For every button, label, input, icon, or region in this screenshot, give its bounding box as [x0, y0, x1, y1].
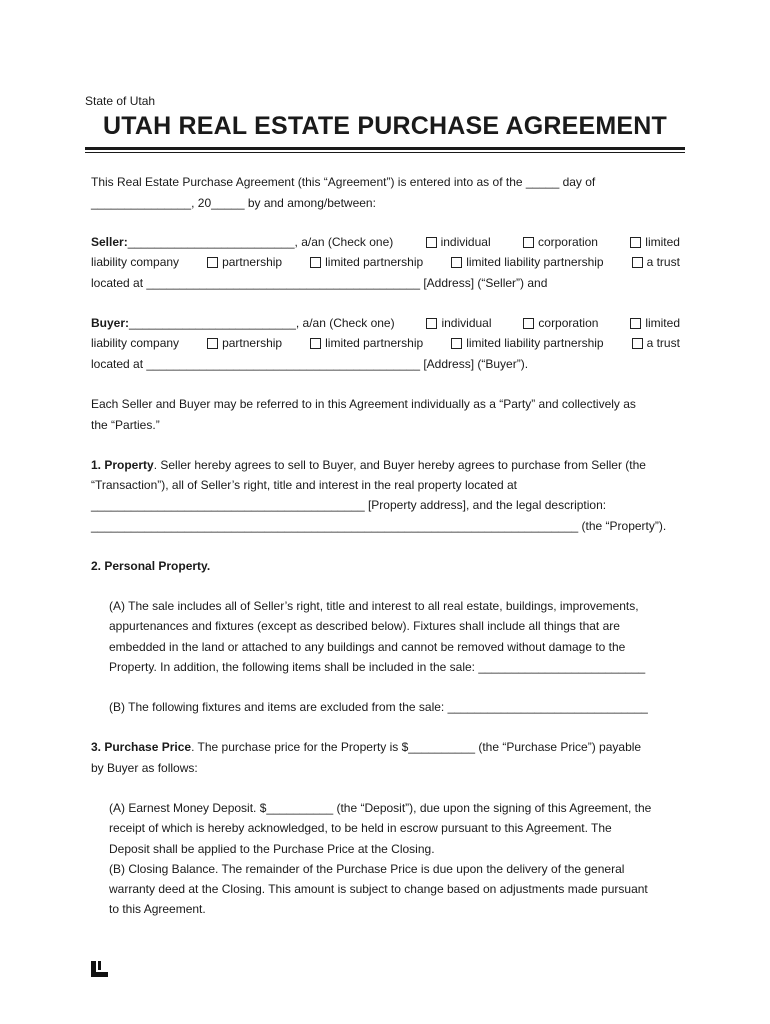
section-1-line-4: _________________________________________________________________________ (the “Property”). [91, 519, 667, 533]
section-1-line-3: _________________________________________ [Property address], and the legal description: [91, 498, 607, 512]
section-2-a-line-1: (A) The sale includes all of Seller’s right, title and interest to all real estate, buildings, improvements, [109, 599, 639, 613]
section-2-heading: 2. Personal Property. [91, 559, 211, 573]
section-3-b-line-3: to this Agreement. [109, 902, 206, 916]
section-2-heading-line [91, 559, 680, 573]
section-3-a-line-2: receipt of which is hereby acknowledged, to be held in escrow pursuant to this Agreement. The [109, 821, 612, 835]
checkbox-icon[interactable] [630, 318, 641, 329]
seller-label: Seller: [91, 235, 128, 249]
section-3-a-line-3: Deposit shall be applied to the Purchase Price at the Closing. [109, 842, 435, 856]
section-3-b-line-1: (B) Closing Balance. The remainder of the Purchase Price is due upon the delivery of the general [109, 862, 625, 876]
title-rule-thick [85, 147, 685, 150]
checkbox-icon[interactable] [310, 257, 321, 268]
seller-option-partnership: partnership [222, 255, 283, 269]
seller-option-lp: limited partnership [325, 255, 424, 269]
title-rule-thin [85, 152, 685, 153]
section-3-line-2: by Buyer as follows: [91, 761, 198, 775]
section-2-b-line-1: (B) The following fixtures and items are excluded from the sale: ______________________________ [109, 700, 648, 714]
buyer-option-partnership: partnership [222, 336, 283, 350]
parties-line-1: Each Seller and Buyer may be referred to in this Agreement individually as a “Party” and collectively as [91, 397, 636, 411]
buyer-name-blank: _________________________, a/an (Check one) [129, 316, 395, 330]
seller-line-1 [91, 235, 680, 249]
document-logo-icon [90, 960, 110, 978]
buyer-line-1 [91, 316, 680, 330]
checkbox-icon[interactable] [632, 257, 643, 268]
checkbox-icon[interactable] [523, 237, 534, 248]
buyer-address-line: located at _________________________________________ [Address] (“Buyer”). [91, 357, 529, 371]
section-2-a-line-3: embedded in the land or attached to any buildings and cannot be removed without damage to the [109, 640, 626, 654]
buyer-option-lp: limited partnership [325, 336, 424, 350]
seller-address-line: located at _________________________________________ [Address] (“Seller”) and [91, 276, 548, 290]
buyer-option-trust: a trust [646, 336, 680, 350]
buyer-option-llp: limited liability partnership [466, 336, 604, 350]
seller-name-blank: _________________________, a/an (Check one) [127, 235, 394, 249]
checkbox-icon[interactable] [630, 237, 641, 248]
seller-option-individual: individual [440, 235, 491, 249]
buyer-line-2 [91, 336, 680, 350]
section-3-line-1 [91, 740, 680, 754]
section-1-text: . Seller hereby agrees to sell to Buyer, and Buyer hereby agrees to purchase from Seller (the [153, 458, 646, 472]
document-title: UTAH REAL ESTATE PURCHASE AGREEMENT [103, 112, 667, 140]
section-3-a-line-1: (A) Earnest Money Deposit. $__________ (the “Deposit”), due upon the signing of this Agreement, the [109, 801, 652, 815]
seller-llc-continued: liability company [91, 255, 180, 269]
section-3-b-line-2: warranty deed at the Closing. This amount is subject to change based on adjustments made pursuant [109, 882, 648, 896]
seller-line-2 [91, 255, 680, 269]
intro-line-2: _______________, 20_____ by and among/between: [91, 196, 376, 210]
buyer-llc-continued: liability company [91, 336, 180, 350]
seller-option-corporation: corporation [537, 235, 598, 249]
checkbox-icon[interactable] [426, 318, 437, 329]
buyer-label: Buyer: [91, 316, 130, 330]
checkbox-icon[interactable] [632, 338, 643, 349]
checkbox-icon[interactable] [207, 338, 218, 349]
state-label: State of Utah [85, 94, 156, 108]
checkbox-icon[interactable] [451, 338, 462, 349]
checkbox-icon[interactable] [523, 318, 534, 329]
buyer-option-llc: limited [645, 316, 680, 330]
buyer-option-individual: individual [441, 316, 492, 330]
section-3-heading: 3. Purchase Price [91, 740, 192, 754]
intro-line-1: This Real Estate Purchase Agreement (this “Agreement”) is entered into as of the _____ day of [91, 175, 596, 189]
parties-line-2: the “Parties.” [91, 418, 160, 432]
section-2-a-line-4: Property. In addition, the following items shall be included in the sale: _________________________ [109, 660, 646, 674]
checkbox-icon[interactable] [426, 237, 437, 248]
checkbox-icon[interactable] [310, 338, 321, 349]
checkbox-icon[interactable] [207, 257, 218, 268]
buyer-option-corporation: corporation [538, 316, 599, 330]
seller-option-llc: limited [645, 235, 680, 249]
section-3-text: . The purchase price for the Property is $__________ (the “Purchase Price”) payable [191, 740, 642, 754]
section-2-a-line-2: appurtenances and fixtures (except as described below). Fixtures shall include all things that are [109, 619, 620, 633]
section-1-line-1 [91, 458, 680, 472]
checkbox-icon[interactable] [451, 257, 462, 268]
section-1-line-2: “Transaction”), all of Seller’s right, title and interest in the real property located at [91, 478, 517, 492]
seller-option-trust: a trust [646, 255, 680, 269]
section-1-heading: 1. Property [91, 458, 154, 472]
seller-option-llp: limited liability partnership [466, 255, 604, 269]
